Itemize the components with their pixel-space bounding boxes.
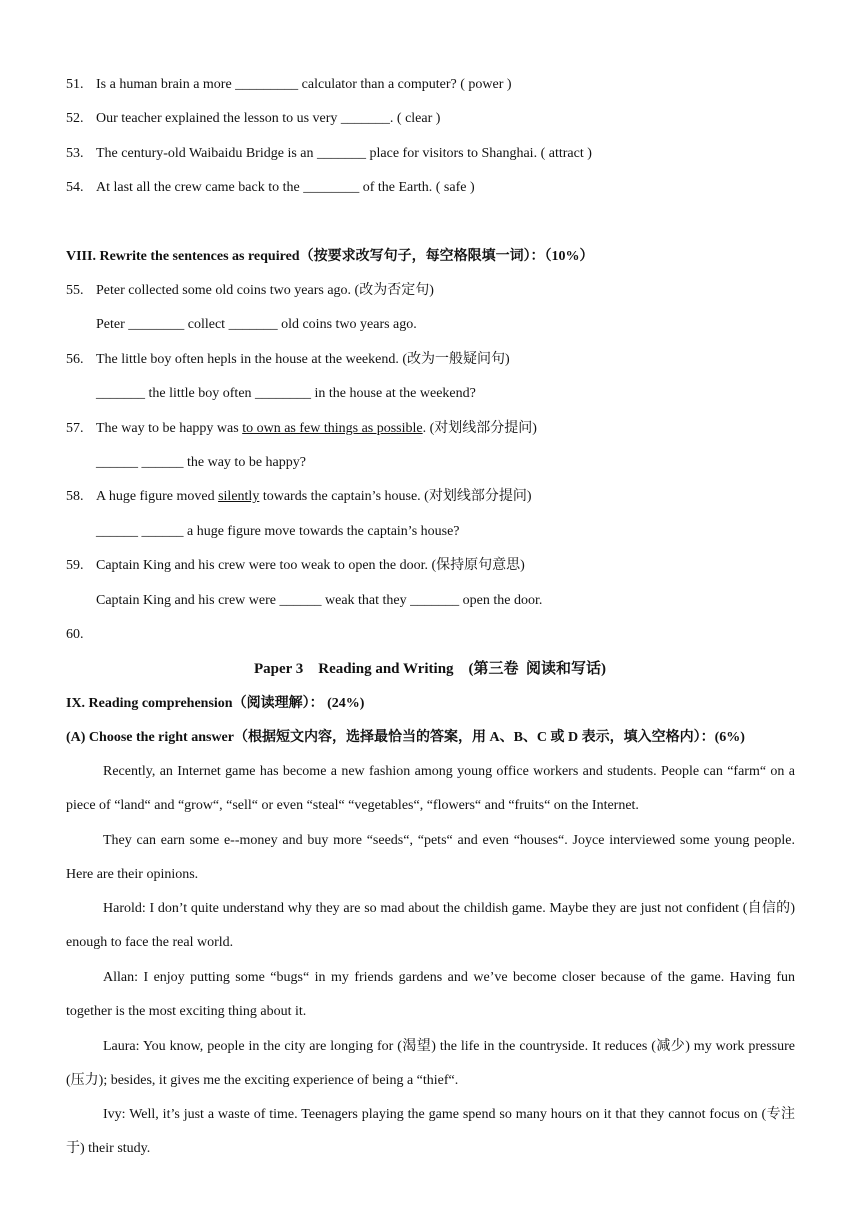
part-a-heading: (A) Choose the right answer（根据短文内容，选择最恰当的答案，用 A、B、C 或 D 表示，填入空格内）：(6%) [66, 730, 745, 745]
answer-text: _______ the little boy often ________ in the house at the weekend? [96, 386, 476, 401]
question-text: Peter collected some old coins two years ago. (改为否定句) [96, 283, 434, 298]
question-number: 56. [66, 352, 84, 367]
passage-paragraph: Recently, an Internet game has become a new fashion among young office workers and students. People can “farm“ on a piece of “land“ and “grow“, “sell“ or even “steal“ “vegetables“, “flowers“ and “fruits“ on the Internet. [66, 764, 795, 814]
question-text [96, 488, 532, 506]
section-ix-heading: IX. Reading comprehension（阅读理解）： (24%) [66, 696, 365, 711]
question-text [96, 420, 537, 438]
underlined-phrase: silently [218, 489, 260, 504]
passage-paragraph: They can earn some e--money and buy more “seeds“, “pets“ and even “houses“. Joyce interviewed some young people. Here are their opinions. [66, 833, 795, 883]
question-number: 53. [66, 146, 84, 161]
question-text-pre: A huge figure moved [96, 489, 219, 504]
question-number: 52. [66, 111, 84, 126]
question-text: The little boy often hepls in the house at the weekend. (改为一般疑问句) [96, 352, 510, 367]
question-number: 54. [66, 180, 84, 195]
answer-text: ______ ______ a huge figure move towards the captain’s house? [96, 524, 460, 539]
question-number: 51. [66, 77, 84, 92]
question-text-post: towards the captain’s house. (对划线部分提问) [259, 489, 532, 504]
answer-text: Peter ________ collect _______ old coins two years ago. [96, 317, 417, 332]
paper-3-title: Paper 3 Reading and Writing (第三卷 阅读和写话) [253, 661, 607, 677]
answer-text: Captain King and his crew were ______ weak that they _______ open the door. [96, 593, 543, 608]
passage-paragraph: Allan: I enjoy putting some “bugs“ in my friends gardens and we’ve become closer because of the game. Having fun together is the most exciting thing about it. [66, 970, 795, 1020]
question-text-post: . (对划线部分提问) [422, 421, 537, 436]
section-viii-heading: VIII. Rewrite the sentences as required（按要求改写句子，每空格限填一词）：（10%） [66, 249, 594, 264]
question-text: Is a human brain a more _________ calculator than a computer? ( power ) [96, 77, 512, 92]
question-text: The century-old Waibaidu Bridge is an _______ place for visitors to Shanghai. ( attract ) [96, 146, 592, 161]
question-number: 59. [66, 558, 84, 573]
passage-paragraph: Laura: You know, people in the city are longing for (渴望) the life in the countryside. It reduces (减少) my work pressure (压力); besides, it gives me the exciting experience of being a “thief“. [66, 1039, 795, 1089]
question-text: At last all the crew came back to the ________ of the Earth. ( safe ) [96, 180, 475, 195]
question-text: Our teacher explained the lesson to us very _______. ( clear ) [96, 111, 441, 126]
question-number: 58. [66, 489, 84, 504]
answer-text: ______ ______ the way to be happy? [96, 455, 306, 470]
underlined-phrase: to own as few things as possible [242, 421, 423, 436]
question-number: 57. [66, 421, 84, 436]
passage-paragraph: Ivy: Well, it’s just a waste of time. Teenagers playing the game spend so many hours on it that they cannot focus on (专注于) their study. [66, 1107, 795, 1157]
question-number: 60. [66, 627, 84, 642]
question-text-pre: The way to be happy was [96, 421, 243, 436]
passage-paragraph: Harold: I don’t quite understand why they are so mad about the childish game. Maybe they are just not confident (自信的) enough to face the real world. [66, 901, 795, 951]
question-text: Captain King and his crew were too weak to open the door. (保持原句意思) [96, 558, 525, 573]
question-number: 55. [66, 283, 84, 298]
